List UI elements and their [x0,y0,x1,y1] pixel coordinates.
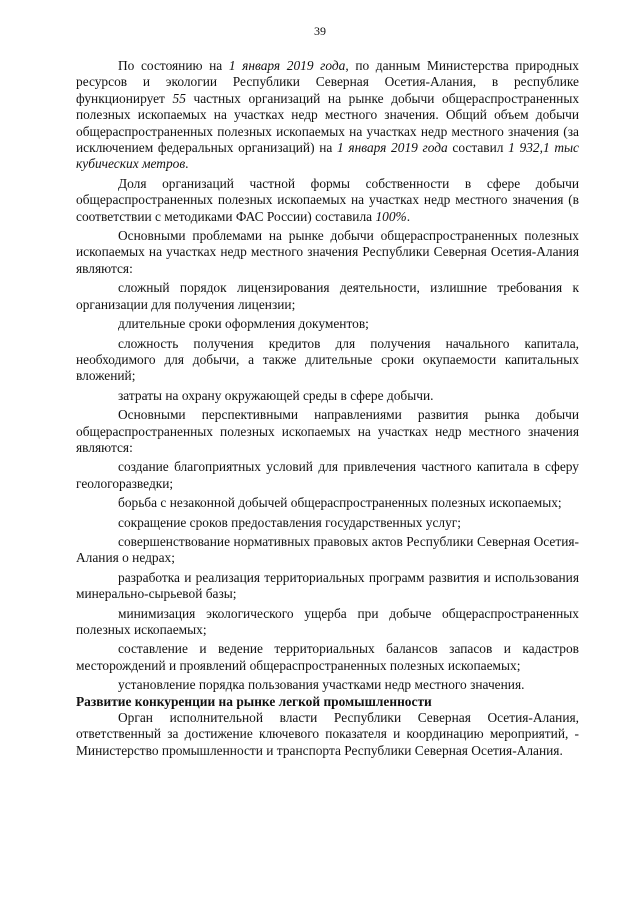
text-run: составил [447,140,509,156]
paragraph [76,677,579,693]
page-number: 39 [314,24,326,38]
text-run: разработка и реализация территориальных программ развития и использования минерально-сырьевой базы; [76,569,579,602]
text-run: длительные сроки оформления документов; [118,316,369,332]
text-run: частных организаций на рынке добычи общераспространенных полезных ископаемых на участках недр местного значения. Общий объем добычи общераспространенных полезных ископаемых на участках недр местного значения (за исключением федеральных организаций) на [76,90,580,156]
section-title: Развитие конкуренции на рынке легкой промышленности [76,693,432,709]
text-run: создание благоприятных условий для привлечения частного капитала в сферу геологоразведки; [76,459,579,491]
italic-text: 1 января 2019 года [228,58,346,73]
text-run: минимизация экологического ущерба при добыче общераспространенных полезных ископаемых; [76,605,579,637]
paragraph [76,570,579,603]
paragraph [76,407,579,456]
paragraph [76,58,579,173]
paragraph [76,176,579,225]
italic-text: 100% [375,208,407,224]
text-run: Основными перспективными направлениями развития рынка добычи общераспространенных полезных ископаемых на участках недр местного значения являются: [76,407,579,455]
italic-text: 1 января 2019 года [336,140,448,156]
paragraph-list [76,58,579,694]
paragraph [76,495,579,511]
paragraph [76,606,579,639]
text-run: сокращение сроков предоставления государственных услуг; [118,514,462,530]
text-run: Доля организаций частной формы собственности в сфере добычи общераспространенных полезных ископаемых на участках недр местного значения (в соответствии с методиками ФАС России) составила [76,175,579,224]
text-run: составление и ведение территориальных балансов запасов и кадастров месторождений и проявлений общераспространенных полезных ископаемых; [76,641,579,673]
text-run: совершенствование нормативных правовых актов Республики Северная Осетия-Алания о недрах; [76,533,579,566]
paragraph [76,316,579,332]
section-paragraph: Орган исполнительной власти Республики Северная Осетия-Алания, ответственный за достижение ключевого показателя и координацию мероприятий, - Министерство промышленности и транспорта Республики Северная Осетия-Алания. [76,710,579,758]
italic-text: 55 [172,90,186,106]
paragraph [76,336,579,385]
text-run: установление порядка пользования участками недр местного значения. [118,677,525,693]
paragraph [76,534,579,567]
text-run: сложный порядок лицензирования деятельности, излишние требования к организации для получения лицензии; [76,280,579,312]
text-run: сложность получения кредитов для получения начального капитала, необходимого для добычи, а также длительные сроки окупаемости капитальных вложений; [76,335,579,384]
italic-text: 1 932,1 тыс кубических метров [76,140,579,172]
text-run: , по данным Министерства природных ресурсов и экологии Республики Северная Осетия-Алания, в республике функционирует [76,58,579,106]
paragraph [76,228,579,277]
paragraph [76,515,579,531]
paragraph [76,280,579,313]
text-run: Основными проблемами на рынке добычи общераспространенных полезных ископаемых на участках недр местного значения Республики Северная Осетия-Алания являются: [76,228,579,276]
document-body [76,58,579,759]
paragraph [76,459,579,492]
text-run: затраты на охрану окружающей среды в сфере добычи. [118,387,434,403]
text-run: борьба с незаконной добычей общераспространенных полезных ископаемых; [118,495,562,511]
text-run: По состоянию на [118,58,229,73]
text-run: . [185,156,189,172]
paragraph [76,641,579,674]
text-run: . [406,208,411,224]
paragraph [76,388,579,404]
